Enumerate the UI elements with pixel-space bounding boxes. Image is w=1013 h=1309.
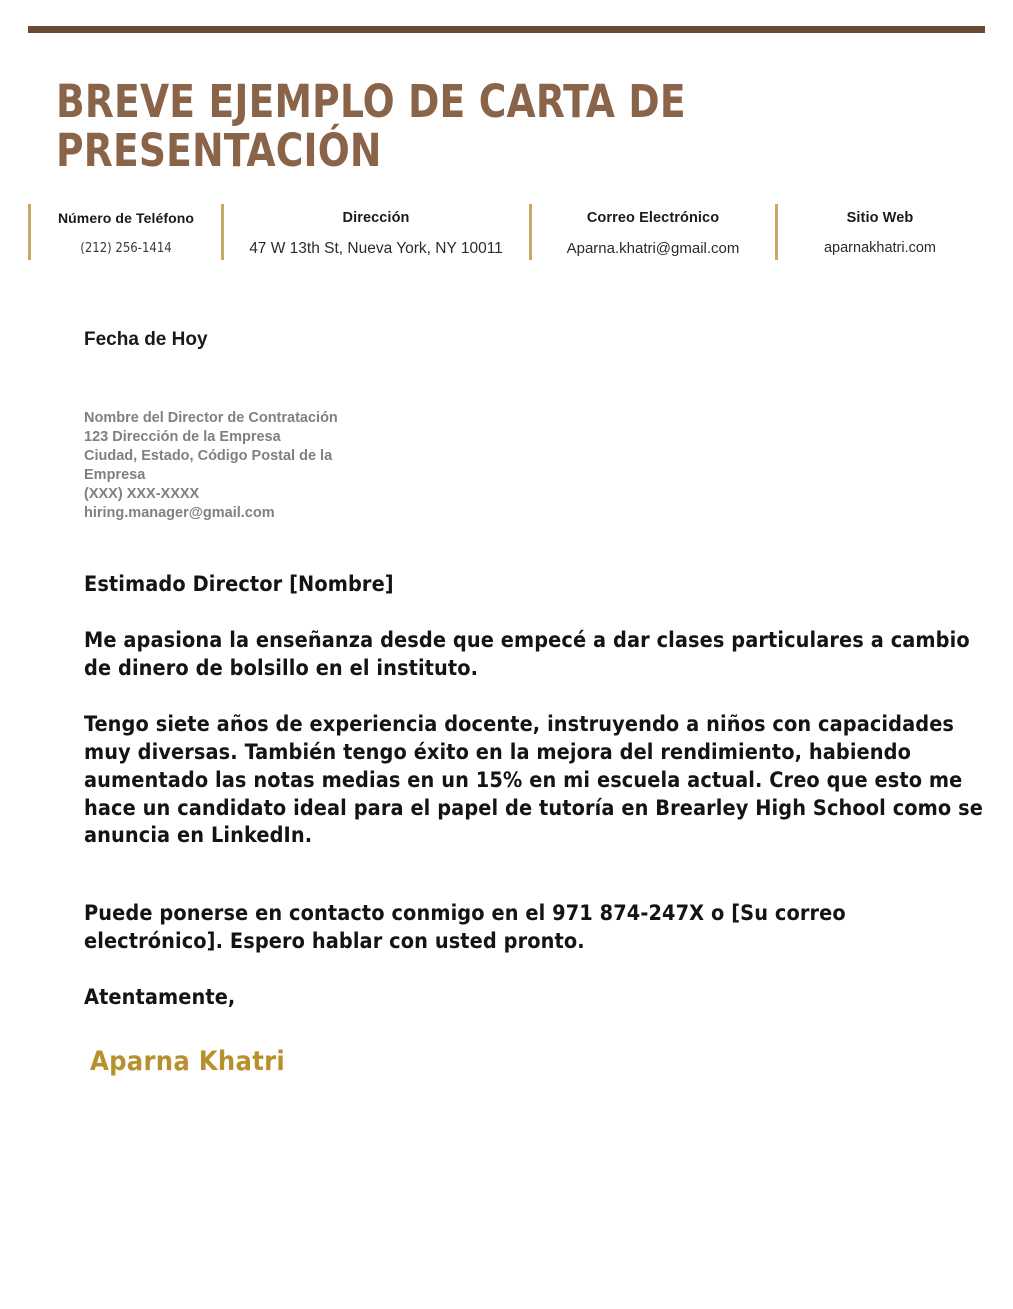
page-title: BREVE EJEMPLO DE CARTA DE PRESENTACIÓN — [56, 75, 686, 177]
contact-column-email — [529, 202, 777, 264]
letter-date: Fecha de Hoy — [84, 329, 208, 350]
contact-column-website — [775, 202, 985, 264]
contact-value-website[interactable]: aparnakhatri.com — [823, 239, 937, 256]
letter-salutation: Estimado Director [Nombre] — [84, 571, 394, 597]
recipient-line-city: Ciudad, Estado, Código Postal de la Empresa — [84, 447, 333, 483]
contact-divider-icon — [28, 204, 31, 260]
letter-closing: Atentamente, — [84, 985, 236, 1011]
contact-column-address — [221, 202, 531, 264]
contact-label-address: Dirección — [342, 210, 410, 226]
recipient-line-email: hiring.manager@gmail.com — [84, 504, 275, 521]
header-top-rule — [28, 26, 985, 33]
contact-info-bar — [0, 202, 1013, 264]
recipient-line-street: 123 Dirección de la Empresa — [84, 428, 281, 445]
contact-divider-icon — [775, 204, 778, 260]
contact-label-email: Correo Electrónico — [586, 210, 720, 226]
letter-paragraph-3: Puede ponerse en contacto conmigo en el 971 874-247X o [Su correo electrónico]. Espero hablar con usted pronto. — [84, 901, 846, 955]
recipient-line-phone: (XXX) XXX-XXXX — [84, 485, 200, 502]
contact-label-website: Sitio Web — [846, 210, 914, 226]
recipient-address-block — [84, 409, 384, 523]
letter-paragraph-1: Me apasiona la enseñanza desde que empecé a dar clases particulares a cambio de dinero de bolsillo en el instituto. — [84, 627, 970, 681]
contact-column-phone — [28, 202, 224, 264]
contact-label-phone: Número de Teléfono — [57, 210, 195, 226]
contact-divider-icon — [221, 204, 224, 260]
contact-divider-icon — [529, 204, 532, 260]
contact-value-phone: (212) 256-1414 — [80, 241, 172, 256]
recipient-line-name: Nombre del Director de Contratación — [84, 410, 338, 426]
contact-value-address: 47 W 13th St, Nueva York, NY 10011 — [249, 239, 503, 257]
letter-body — [84, 329, 984, 1078]
letter-paragraph-2: Tengo siete años de experiencia docente, instruyendo a niños con capacidades muy diversas. También tengo éxito en la mejora del rendimiento, habiendo aumentado las notas medias en un 15% en mi escuela actual. Creo que esto me hace un candidato ideal para el papel de tutoría en Brearley High School como se anuncia en LinkedIn. — [84, 711, 983, 849]
contact-value-email[interactable]: Aparna.khatri@gmail.com — [566, 239, 740, 257]
signature: Aparna Khatri — [90, 1046, 286, 1078]
